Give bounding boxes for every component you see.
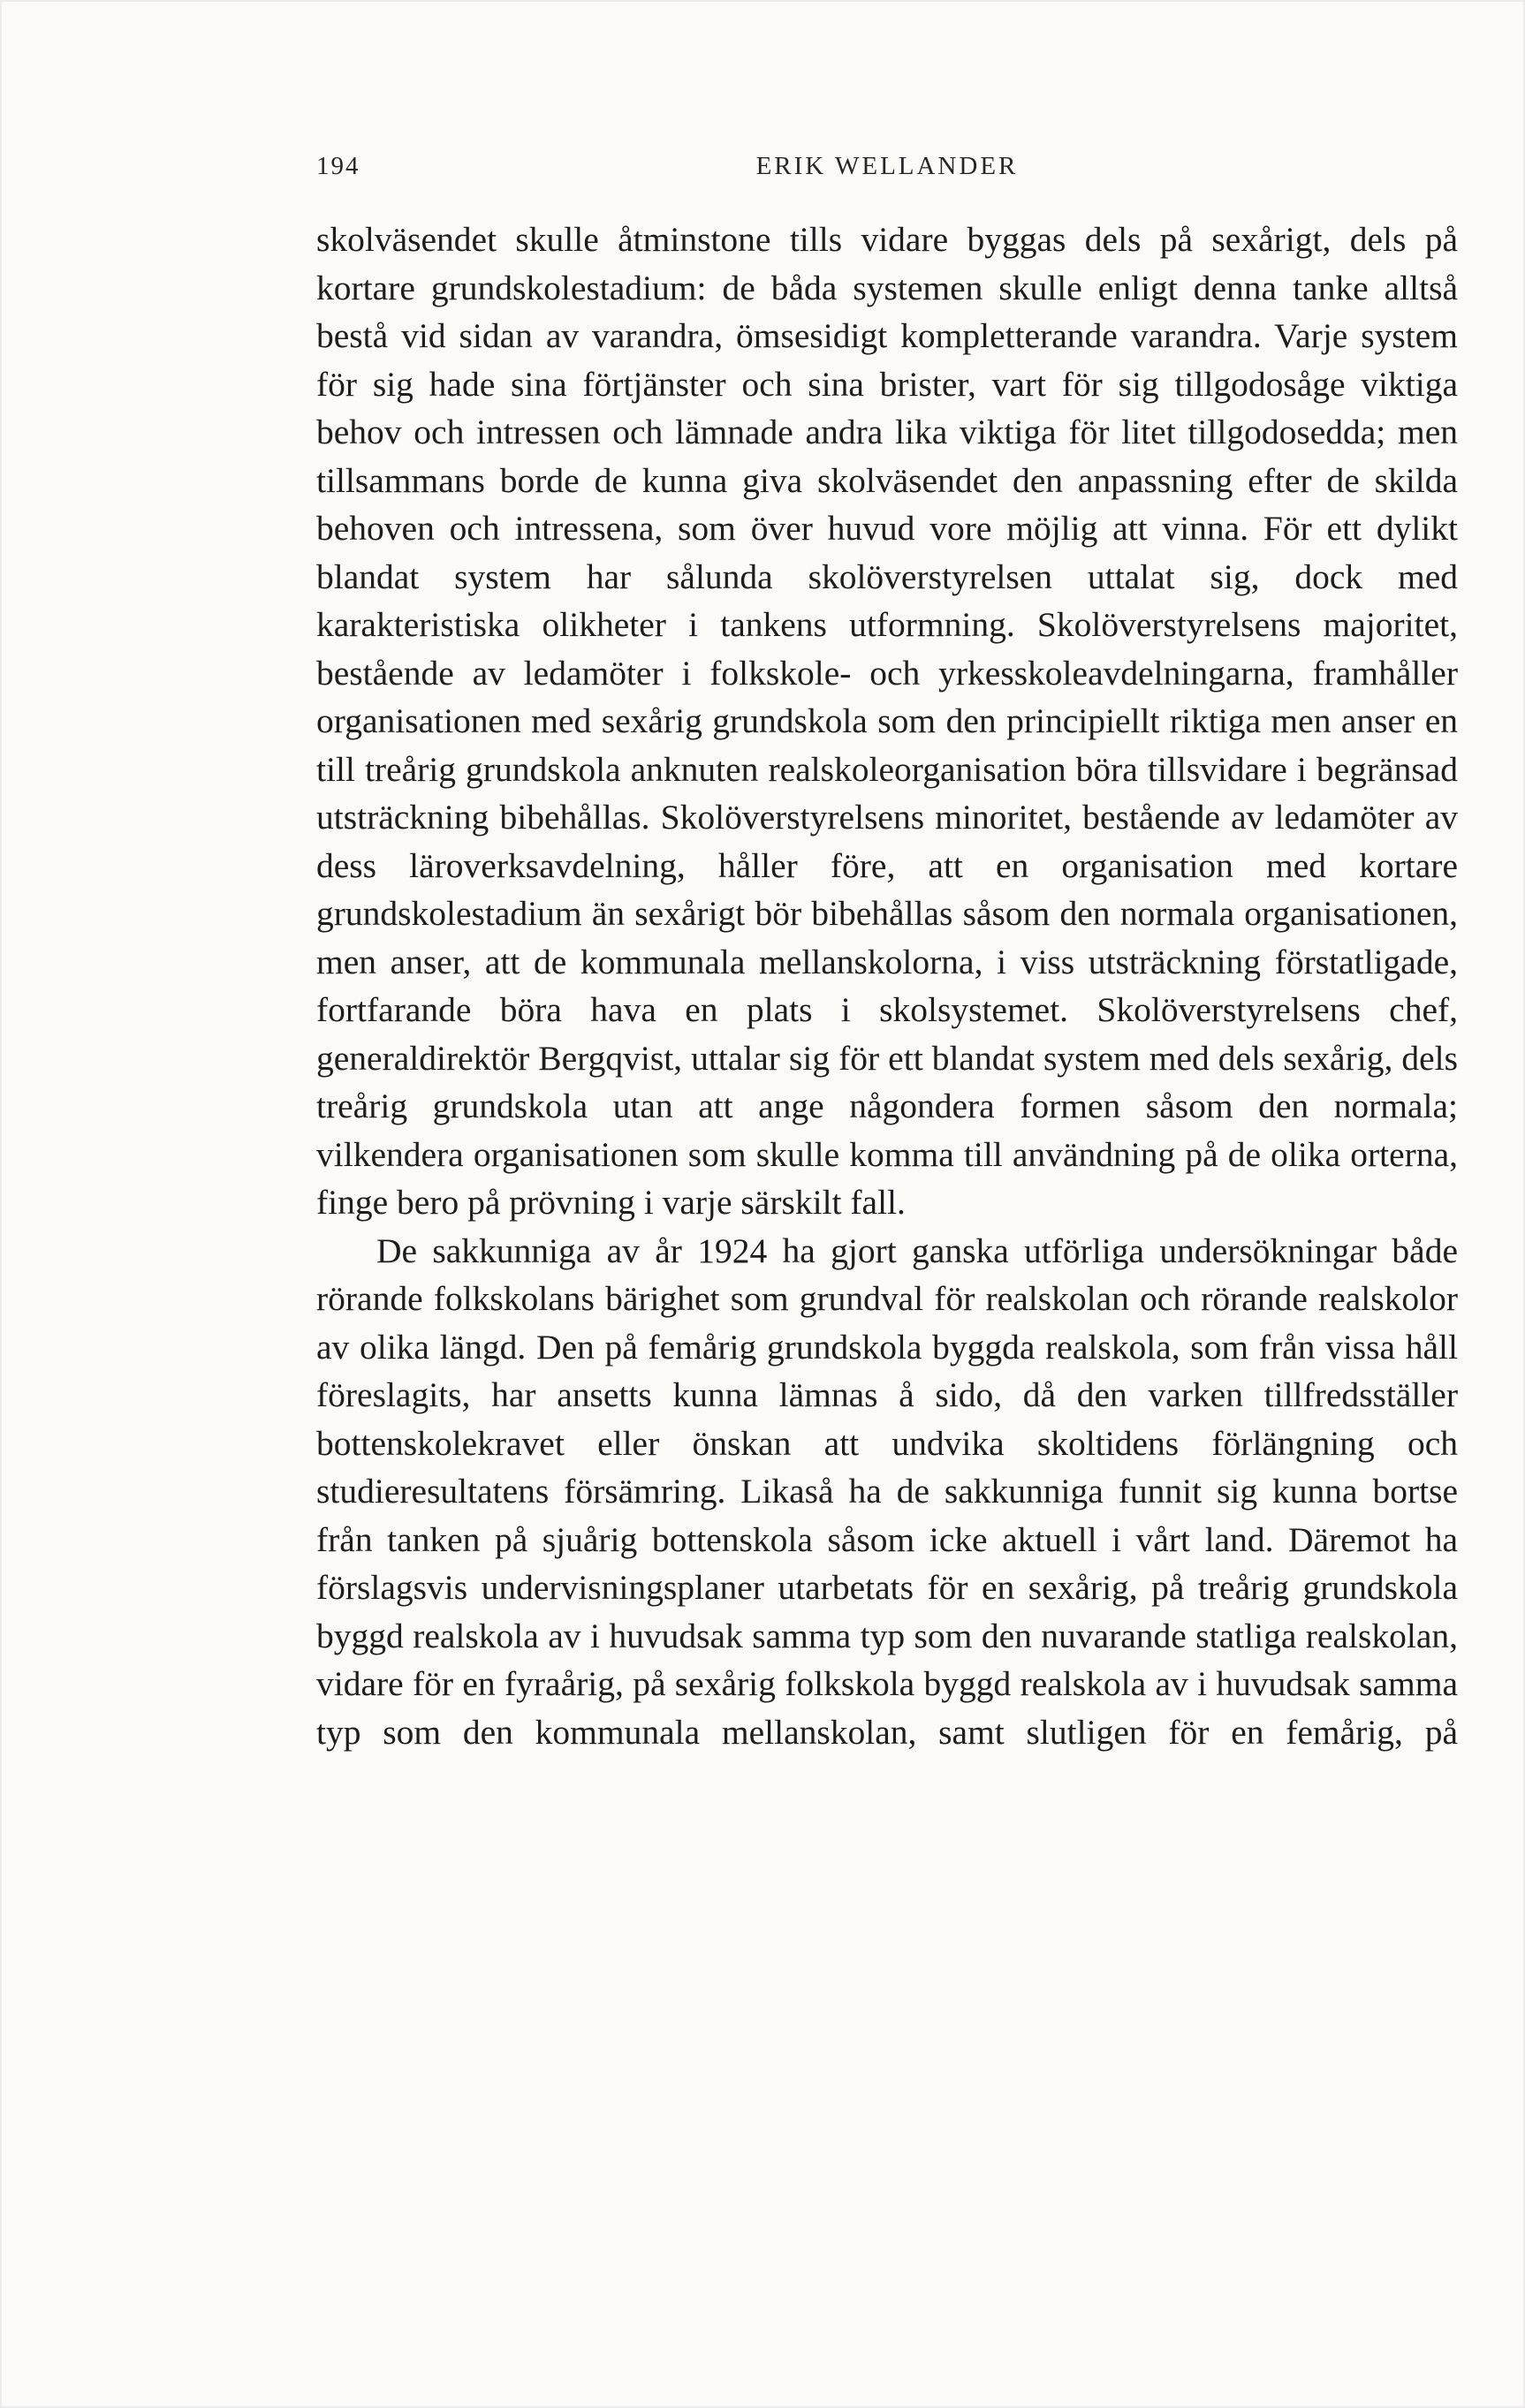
- paragraph-2: De sakkunniga av år 1924 ha gjort ganska utförliga undersökningar både rörande folkskolans bärighet som grundval för realskolan och rörande realskolor av olika längd. Den på femårig grundskola byggda realskola, som från vissa håll föreslagits, har ansetts kunna lämnas å sido, då den varken tillfredsställer bottenskolekravet eller önskan att undvika skoltidens förlängning och studieresultatens försämring. Likaså ha de sakkunniga funnit sig kunna bortse från tanken på sjuårig bottenskola såsom icke aktuell i vårt land. Däremot ha förslagsvis undervisningsplaner utarbetats för en sexårig, på treårig grundskola byggd realskola av i huvudsak samma typ som den nuvarande statliga realskolan, vidare för en fyraårig, på sexårig folkskola byggd realskola av i huvudsak samma typ som den kommunala mellanskolan, samt slutligen för en femårig, på: [316, 1231, 1458, 1752]
- running-head-author: ERIK WELLANDER: [755, 152, 1019, 180]
- running-head: [316, 152, 1458, 187]
- paragraph-1: skolväsendet skulle åtminstone tills vidare byggas dels på sexårigt, dels på kortare grundskolestadium: de båda systemen skulle enligt denna tanke alltså bestå vid sidan av varandra, ömsesidigt kompletterande varandra. Varje system för sig hade sina förtjänster och sina brister, vart för sig tillgodosåge viktiga behov och intressen och lämnade andra lika viktiga för litet tillgodosedda; men tillsammans borde de kunna giva skolväsendet den anpassning efter de skilda behoven och intressena, som över huvud vore möjlig att vinna. För ett dylikt blandat system har sålunda skolöverstyrelsen uttalat sig, dock med karakteristiska olikheter i tankens utformning. Skolöverstyrelsens majoritet, bestående av ledamöter i folkskole- och yrkesskoleavdelningarna, framhåller organisationen med sexårig grundskola som den principiellt riktiga men anser en till treårig grundskola anknuten realskoleorganisation böra tillsvidare i begränsad utsträckning bibehållas. Skolöverstyrelsens minoritet, bestående av ledamöter av dess läroverksavdelning, håller före, att en organisation med kortare grundskolestadium än sexårigt bör bibehållas såsom den normala organisationen, men anser, att de kommunala mellanskolorna, i viss utsträckning förstatligade, fortfarande böra hava en plats i skolsystemet. Skolöverstyrelsens chef, generaldirektör Bergqvist, uttalar sig för ett blandat system med dels sexårig, dels treårig grundskola utan att ange någondera formen såsom den normala; vilkendera organisationen som skulle komma till användning på de olika orterna, finge bero på prövning i varje särskilt fall.: [316, 220, 1458, 1222]
- page-number: 194: [316, 152, 360, 180]
- body-text: [316, 216, 1458, 1756]
